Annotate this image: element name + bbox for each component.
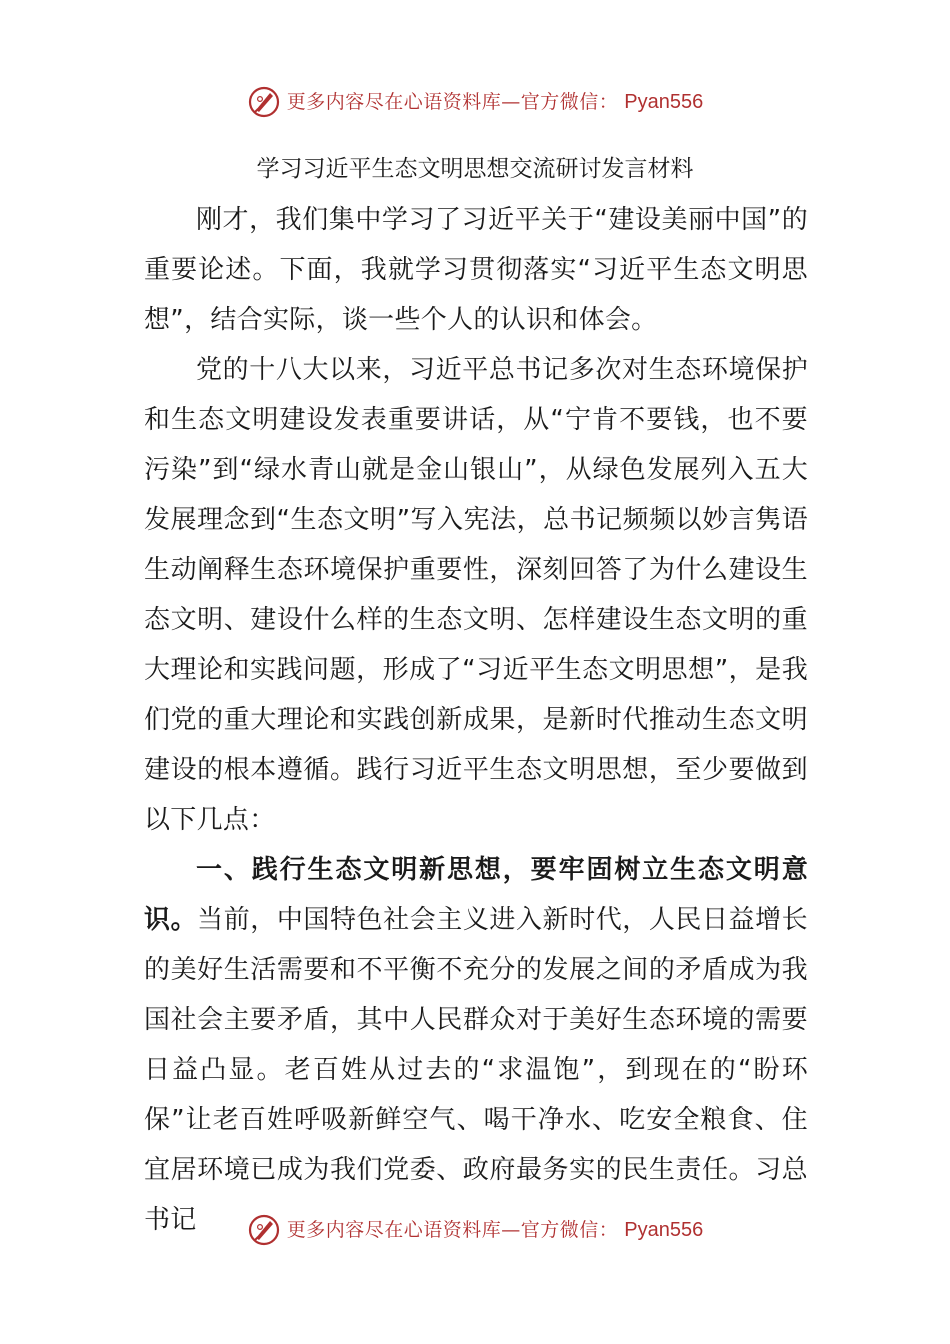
watermark-text: 更多内容尽在心语资料库—官方微信： xyxy=(286,90,619,113)
paragraph-intro: 刚才，我们集中学习了习近平关于“建设美丽中国”的重要论述。下面，我就学习贯彻落实“习近平生态文明思想”，结合实际，谈一些个人的认识和体会。 xyxy=(144,205,808,335)
watermark-footer xyxy=(0,1210,950,1250)
quill-logo-icon xyxy=(247,1213,281,1247)
document-title: 学习习近平生态文明思想交流研讨发言材料 xyxy=(256,156,694,182)
watermark-text: 更多内容尽在心语资料库—官方微信： xyxy=(286,1218,619,1241)
watermark-wechat-id: Pyan556 xyxy=(624,1219,704,1241)
paragraph-background: 党的十八大以来，习近平总书记多次对生态环境保护和生态文明建设发表重要讲话，从“宁肯不要钱，也不要污染”到“绿水青山就是金山银山”，从绿色发展列入五大发展理念到“生态文明”写入宪法，总书记频频以妙言隽语生动阐释生态环境保护重要性，深刻回答了为什么建设生态文明、建设什么样的生态文明、怎样建设生态文明的重大理论和实践问题，形成了“习近平生态文明思想”，是我们党的重大理论和实践创新成果，是新时代推动生态文明建设的根本遵循。践行习近平生态文明思想，至少要做到以下几点： xyxy=(144,355,808,835)
section-1-body: 当前，中国特色社会主义进入新时代，人民日益增长的美好生活需要和不平衡不充分的发展之间的矛盾成为我国社会主要矛盾，其中人民群众对于美好生态环境的需要日益凸显。老百姓从过去的“求温饱”，到现在的“盼环保”让老百姓呼吸新鲜空气、喝干净水、吃安全粮食、住宜居环境已成为我们党委、政府最务实的民生责任。习总书记 xyxy=(144,905,808,1235)
watermark-wechat-id: Pyan556 xyxy=(624,91,704,113)
watermark-header xyxy=(0,82,950,122)
document-body xyxy=(144,195,808,1245)
quill-logo-icon xyxy=(247,85,281,119)
section-1-heading: 一、践行生态文明新思想，要牢固树立生态文明意识。 xyxy=(144,855,808,935)
section-1 xyxy=(144,845,808,1245)
